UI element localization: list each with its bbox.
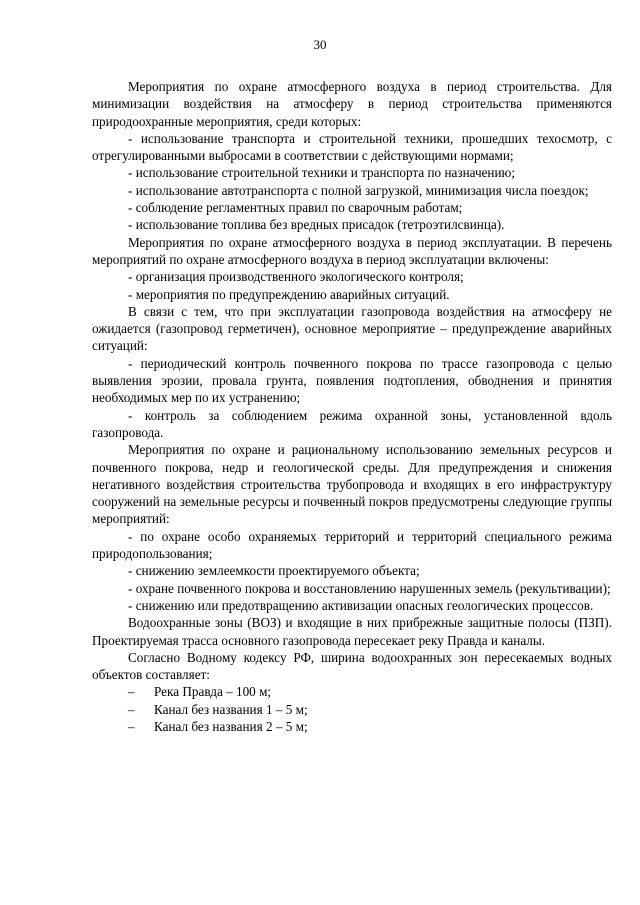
- list-item: [92, 718, 612, 735]
- list-item: - использование транспорта и строительной техники, прошедших техосмотр, с отрегулированными выбросами в соответствии с действующими нормами;: [92, 130, 612, 164]
- list-item: - использование топлива без вредных присадок (тетроэтилсвинца).: [128, 217, 505, 233]
- list-item-text: Река Правда – 100 м;: [154, 684, 272, 700]
- paragraph-water-code: Согласно Водному кодексу РФ, ширина водоохранных зон пересекаемых водных объектов составляет:: [92, 649, 612, 683]
- paragraph-land-resources: Мероприятия по охране и рациональному использованию земельных ресурсов и почвенного покрова, недр и геологической среды. Для предупреждения и снижения негативного воздействия строительства трубопровода и входящих в его инфраструктуру сооружений на земельные ресурсы и почвенный покров предусмотрены следующие группы мероприятий:: [92, 442, 612, 527]
- page-number: 30: [313, 37, 327, 52]
- list-item-text: Канал без названия 1 – 5 м;: [154, 701, 308, 717]
- document-body: [92, 78, 612, 735]
- list-item: [92, 683, 612, 700]
- paragraph-atmosphere-operation: Мероприятия по охране атмосферного воздуха в период эксплуатации. В перечень мероприятий по охране атмосферного воздуха в период эксплуатации включены:: [92, 234, 612, 267]
- dash-marker: –: [128, 684, 135, 700]
- list-item: - соблюдение регламентных правил по сварочным работам;: [128, 200, 463, 216]
- list-item: - по охране особо охраняемых территорий и территорий специального режима природопользования;: [92, 528, 612, 562]
- list-item: - мероприятия по предупреждению аварийных ситуаций.: [128, 286, 450, 302]
- dash-marker: –: [128, 701, 135, 717]
- list-item: - охране почвенного покрова и восстановлению нарушенных земель (рекультивации);: [128, 580, 611, 596]
- dash-marker: –: [128, 718, 135, 734]
- paragraph-emergency-prevention: В связи с тем, что при эксплуатации газопровода воздействия на атмосферу не ожидается (газопровод герметичен), основное мероприятие – предупреждение аварийных ситуаций:: [92, 303, 612, 354]
- list-item: - использование строительной техники и транспорта по назначению;: [128, 165, 516, 181]
- list-item: - периодический контроль почвенного покрова по трассе газопровода с целью выявления эрозии, провала грунта, появления подтопления, обводнения и принятия необходимых мер по их устранению;: [92, 355, 612, 406]
- list-item: - снижению землеемкости проектируемого объекта;: [128, 563, 420, 579]
- paragraph-atmosphere-construction: Мероприятия по охране атмосферного воздуха в период строительства. Для минимизации воздействия на атмосферу в период строительства применяются природоохранные мероприятия, среди которых:: [92, 79, 612, 129]
- list-item: - использование автотранспорта с полной загрузкой, минимизация числа поездок;: [128, 182, 589, 198]
- paragraph-water-protection-zones: Водоохранные зоны (ВОЗ) и входящие в них прибрежные защитные полосы (ПЗП). Проектируемая трасса основного газопровода пересекает реку Правда и каналы.: [92, 615, 612, 648]
- list-item: [92, 701, 612, 718]
- list-item: - контроль за соблюдением режима охранной зоны, установленной вдоль газопровода.: [92, 407, 612, 440]
- list-item: - организация производственного экологического контроля;: [128, 269, 464, 285]
- list-item-text: Канал без названия 2 – 5 м;: [154, 718, 308, 734]
- list-item: - снижению или предотвращению активизации опасных геологических процессов.: [128, 597, 594, 613]
